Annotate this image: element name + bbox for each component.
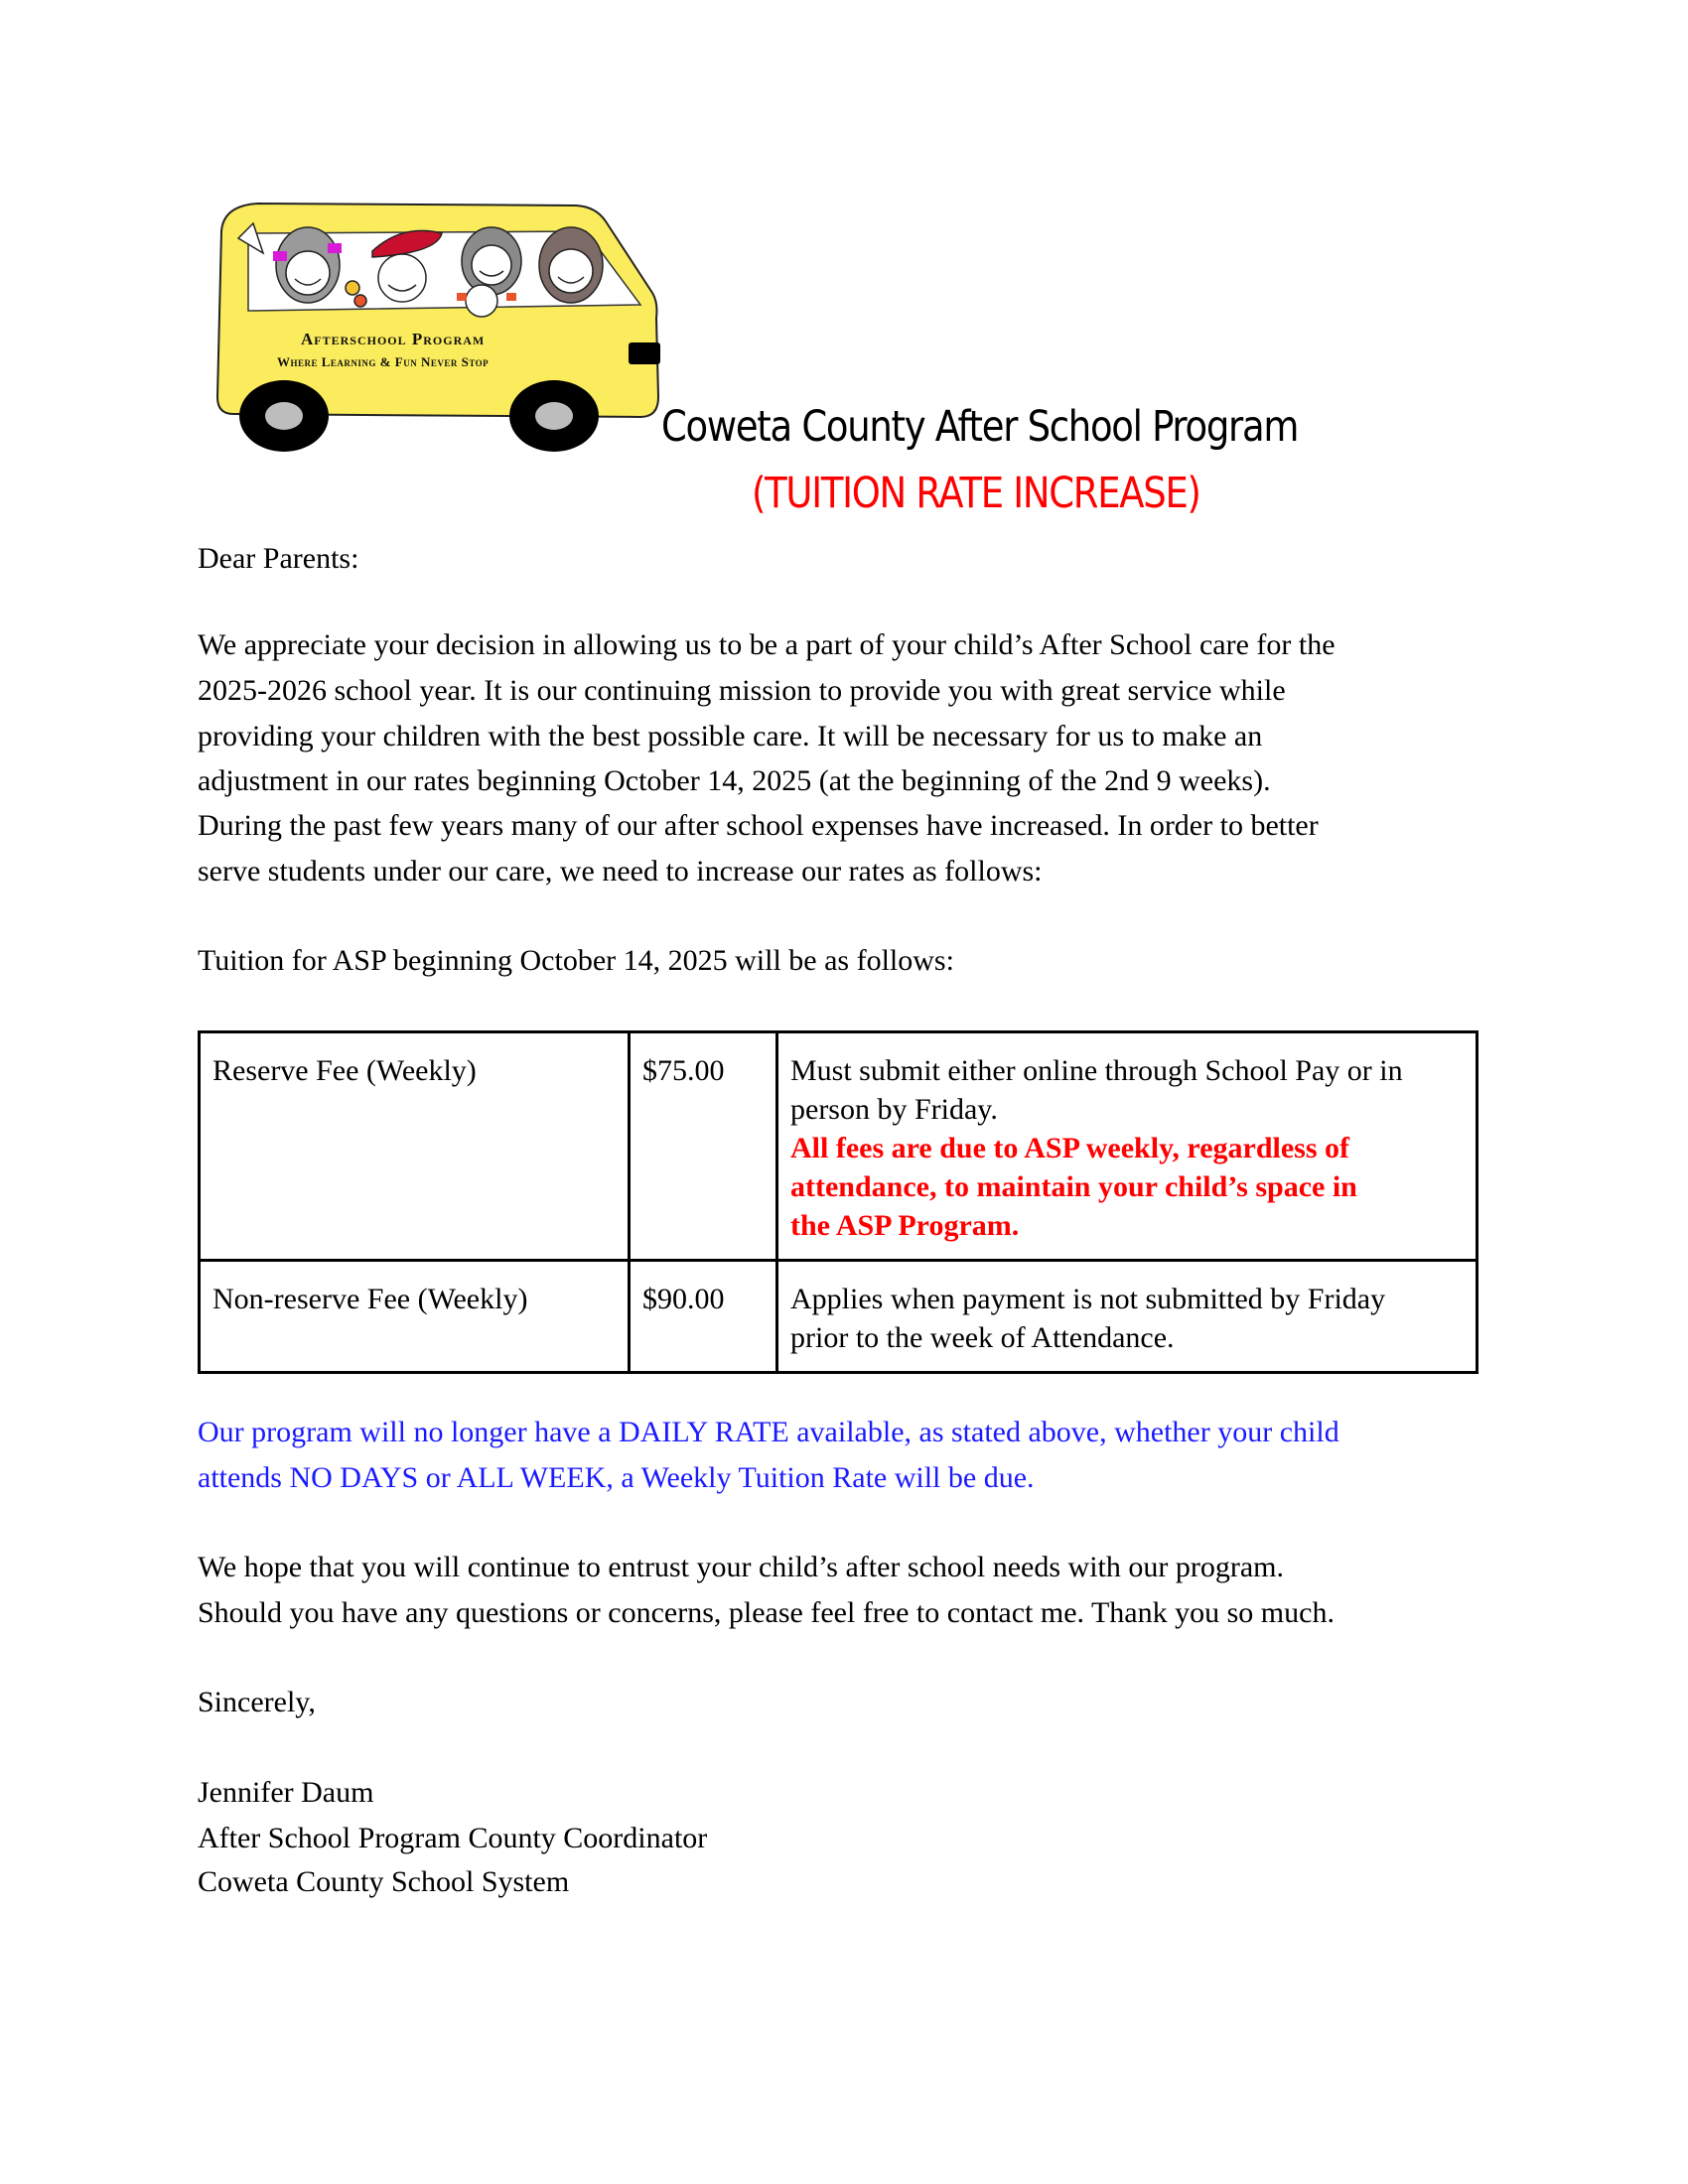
wheel-front: [239, 380, 329, 452]
signer-name: Jennifer Daum: [198, 1776, 374, 1809]
fee-name-cell: [200, 1032, 630, 1261]
tuition-intro: Tuition for ASP beginning October 14, 2025 will be as follows:: [198, 944, 954, 977]
signer-title: After School Program County Coordinator: [198, 1822, 708, 1854]
intro-line: During the past few years many of our after school expenses have increased. In order to better: [198, 809, 1319, 842]
afterschool-bus-logo: [204, 194, 670, 462]
fee-warning-line: the ASP Program.: [790, 1209, 1020, 1242]
fee-warning-line: All fees are due to ASP weekly, regardless of: [790, 1132, 1349, 1164]
intro-line: serve students under our care, we need to increase our rates as follows:: [198, 855, 1043, 887]
fee-note-line: person by Friday.: [790, 1093, 998, 1126]
fee-note-cell: [777, 1032, 1477, 1261]
fee-name: Reserve Fee (Weekly): [212, 1054, 477, 1087]
fee-name-cell: [200, 1261, 630, 1373]
fee-amount-cell: [630, 1261, 777, 1373]
salutation: Dear Parents:: [198, 542, 359, 575]
fee-amount: $75.00: [642, 1054, 725, 1087]
intro-line: 2025-2026 school year. It is our continuing mission to provide you with great service while: [198, 674, 1286, 707]
wheel-rear: [509, 380, 599, 452]
page-title: Coweta County After School Program: [661, 402, 1299, 452]
logo-line-1: Afterschool Program: [301, 330, 486, 348]
fee-warning-line: attendance, to maintain your child’s space in: [790, 1170, 1357, 1203]
notice-line: attends NO DAYS or ALL WEEK, a Weekly Tuition Rate will be due.: [198, 1461, 1035, 1494]
fee-name: Non-reserve Fee (Weekly): [212, 1283, 528, 1315]
table-row: [200, 1261, 1477, 1373]
logo-line-2: Where Learning & Fun Never Stop: [277, 354, 490, 369]
intro-line: adjustment in our rates beginning October 14, 2025 (at the beginning of the 2nd 9 weeks).: [198, 764, 1271, 797]
intro-line: We appreciate your decision in allowing us to be a part of your child’s After School care for the: [198, 628, 1336, 661]
closing-line: Should you have any questions or concerns, please feel free to contact me. Thank you so much.: [198, 1596, 1335, 1629]
fee-amount: $90.00: [642, 1283, 725, 1315]
table-row: [200, 1032, 1477, 1261]
sign-off: Sincerely,: [198, 1686, 316, 1718]
closing-line: We hope that you will continue to entrust your child’s after school needs with our program.: [198, 1551, 1285, 1583]
fee-note-line: prior to the week of Attendance.: [790, 1321, 1175, 1354]
fee-note-line: Applies when payment is not submitted by Friday: [790, 1283, 1386, 1315]
signer-organization: Coweta County School System: [198, 1865, 570, 1898]
fee-table: [198, 1030, 1478, 1374]
fee-amount-cell: [630, 1032, 777, 1261]
page-subtitle: (TUITION RATE INCREASE): [752, 469, 1200, 518]
fee-note-cell: [777, 1261, 1477, 1373]
fee-note-line: Must submit either online through School Pay or in: [790, 1054, 1403, 1087]
notice-line: Our program will no longer have a DAILY RATE available, as stated above, whether your child: [198, 1416, 1339, 1448]
intro-line: providing your children with the best possible care. It will be necessary for us to make an: [198, 720, 1263, 752]
